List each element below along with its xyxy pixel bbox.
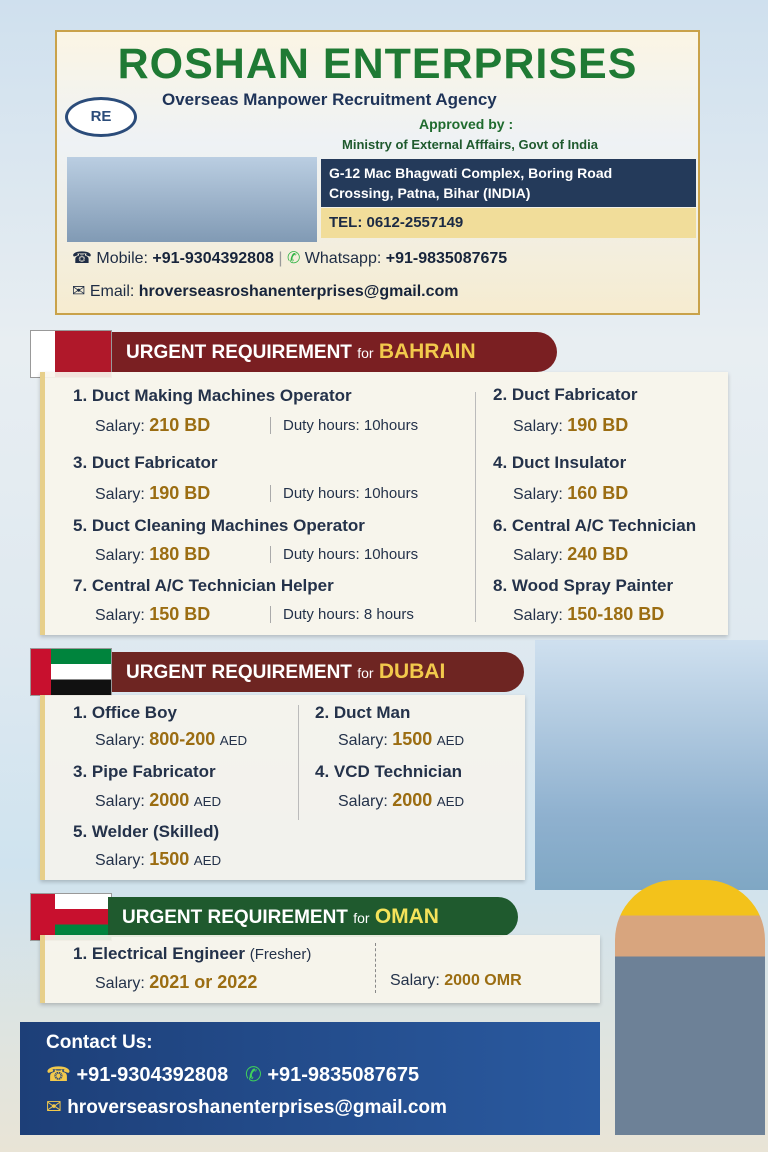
address-box: [321, 159, 696, 207]
oman-flag: [30, 893, 112, 941]
job-title: 8. Wood Spray Painter: [493, 576, 674, 595]
email-label: Email:: [89, 283, 135, 300]
job-salary: Salary: 240 BD: [513, 544, 629, 564]
address-line-1: G-12 Mac Bhagwati Complex, Boring Road: [329, 165, 613, 181]
mail-icon: ✉: [46, 1097, 62, 1118]
contact-email[interactable]: hroverseasroshanenterprises@gmail.com: [67, 1097, 447, 1118]
address-line-2: Crossing, Patna, Bihar (INDIA): [329, 185, 531, 201]
dubai-jobs-panel: [40, 695, 525, 880]
contact-phone[interactable]: +91-9304392808: [76, 1064, 229, 1086]
banner-country: OMAN: [374, 905, 439, 928]
job-salary: Salary: 160 BD: [513, 483, 629, 503]
banner-country: DUBAI: [378, 660, 446, 683]
whatsapp-number[interactable]: +91-9835087675: [385, 250, 508, 267]
job-title: 1. Electrical Engineer (Fresher): [73, 944, 312, 963]
banner-text: URGENT REQUIREMENT: [122, 907, 348, 928]
job-duty-hours: Duty hours: 10hours: [270, 417, 418, 434]
mobile-number[interactable]: +91-9304392808: [152, 250, 274, 267]
job-title: 5. Welder (Skilled): [73, 822, 220, 841]
company-subtitle: Overseas Manpower Recruitment Agency: [162, 90, 497, 109]
uae-flag: [30, 648, 112, 696]
job-salary: Salary: 800-200 AED: [95, 729, 248, 749]
email-row: [72, 281, 459, 301]
ministry-text: Ministry of External Afffairs, Govt of India: [342, 137, 598, 152]
whatsapp-icon: ✆: [244, 1064, 262, 1086]
oman-jobs-panel: [40, 935, 600, 1003]
job-duty-hours: Duty hours: 10hours: [270, 546, 418, 563]
job-title: 2. Duct Fabricator: [493, 385, 638, 404]
contact-phones: [46, 1062, 419, 1087]
workers-illustration: [67, 157, 317, 242]
contact-box: [20, 1022, 600, 1135]
job-title: 6. Central A/C Technician: [493, 516, 697, 535]
job-title: 4. Duct Insulator: [493, 453, 627, 472]
bahrain-flag: [30, 330, 112, 378]
job-salary: Salary: 180 BD: [95, 544, 211, 564]
bahrain-banner: [112, 332, 557, 372]
mobile-row: [72, 248, 507, 268]
column-divider: [375, 943, 376, 993]
banner-for: for: [357, 665, 374, 681]
company-logo: RE: [65, 97, 137, 137]
job-salary: Salary: 1500 AED: [338, 729, 465, 749]
separator: |: [278, 250, 287, 267]
job-salary: Salary: 2000 AED: [95, 790, 222, 810]
job-title: 4. VCD Technician: [315, 762, 463, 781]
email-address[interactable]: hroverseasroshanenterprises@gmail.com: [138, 283, 459, 300]
company-title: ROSHAN ENTERPRISES: [117, 40, 638, 88]
banner-for: for: [357, 345, 374, 361]
job-title: 1. Office Boy: [73, 703, 177, 722]
job-salary: Salary: 2021 or 2022: [95, 972, 258, 992]
column-divider: [475, 392, 476, 622]
dubai-banner: [112, 652, 524, 692]
job-duty-hours: Duty hours: 8 hours: [270, 606, 414, 623]
job-title: 3. Duct Fabricator: [73, 453, 218, 472]
job-salary: Salary: 2000 OMR: [390, 972, 522, 989]
job-salary: Salary: 190 BD: [513, 415, 629, 435]
whatsapp-icon: ✆: [286, 250, 301, 267]
banner-text: URGENT REQUIREMENT: [126, 342, 352, 363]
phone-icon: ☎: [72, 250, 92, 267]
oman-banner: [108, 897, 518, 937]
job-salary: Salary: 150-180 BD: [513, 604, 665, 624]
job-title: 3. Pipe Fabricator: [73, 762, 216, 781]
dubai-skyline-image: [535, 640, 768, 890]
banner-country: BAHRAIN: [378, 340, 476, 363]
job-title: 7. Central A/C Technician Helper: [73, 576, 334, 595]
job-salary: Salary: 1500 AED: [95, 849, 222, 869]
contact-title: Contact Us:: [46, 1032, 153, 1053]
approved-by-label: Approved by :: [419, 116, 514, 132]
banner-text: URGENT REQUIREMENT: [126, 662, 352, 683]
job-duty-hours: Duty hours: 10hours: [270, 485, 418, 502]
job-title: 2. Duct Man: [315, 703, 411, 722]
job-salary: Salary: 190 BD: [95, 483, 211, 503]
job-title: 5. Duct Cleaning Machines Operator: [73, 516, 365, 535]
telephone: TEL: 0612-2557149: [321, 208, 696, 238]
worker-illustration: [615, 880, 765, 1135]
bahrain-jobs-panel: [40, 372, 728, 635]
whatsapp-label: Whatsapp:: [304, 250, 382, 267]
job-salary: Salary: 150 BD: [95, 604, 211, 624]
job-salary: Salary: 2000 AED: [338, 790, 465, 810]
job-title: 1. Duct Making Machines Operator: [73, 386, 352, 405]
mail-icon: ✉: [72, 283, 86, 300]
contact-email-row: [46, 1096, 447, 1119]
mobile-label: Mobile:: [96, 250, 148, 267]
company-header: [55, 30, 700, 315]
contact-whatsapp[interactable]: +91-9835087675: [267, 1064, 420, 1086]
phone-icon: ☎: [46, 1064, 71, 1086]
job-salary: Salary: 210 BD: [95, 415, 211, 435]
banner-for: for: [353, 910, 370, 926]
column-divider: [298, 705, 299, 820]
